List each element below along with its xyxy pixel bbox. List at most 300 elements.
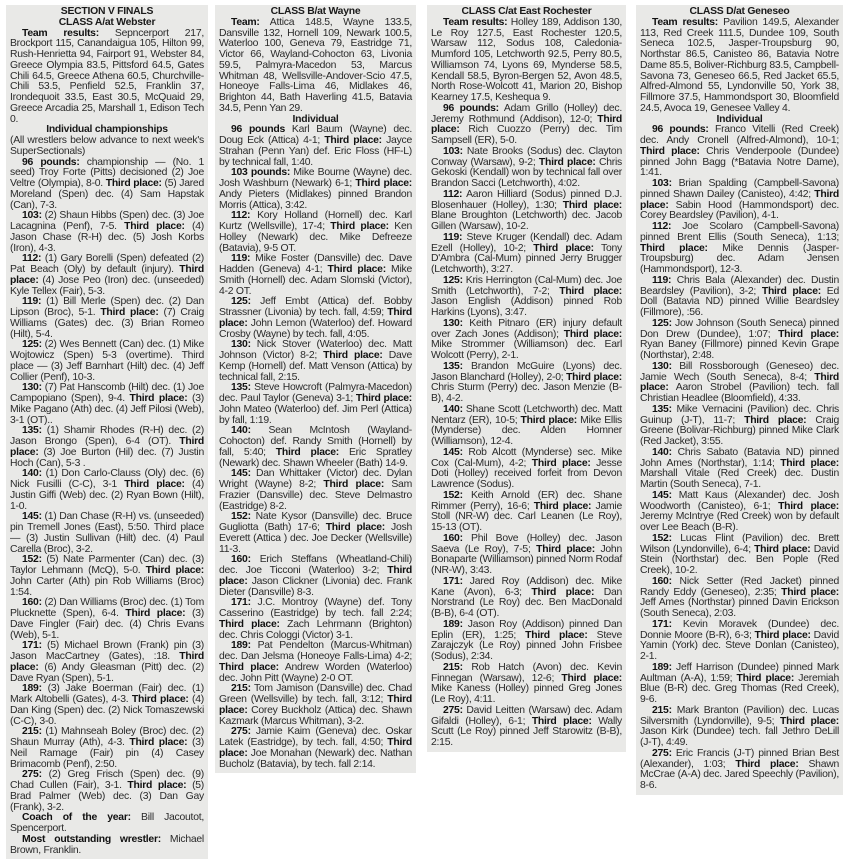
bold-label: Third place: — [525, 629, 588, 641]
result-text: Craig Greene (Bolivar-Richburg) pinned Mike Clark (Red Jacket), 3:55. — [640, 414, 840, 447]
result-text: Jayce Strahan (Penn Yan) def. Eric Floss (HF-L) by technical fall, 1:40. — [219, 135, 413, 168]
result-text: Nate Kysor (Dansville) dec. Bruce Gugliotta (Bath) 17-6; — [219, 511, 412, 533]
result-paragraph — [10, 136, 204, 158]
result-text: Bill Jacoutot, Spencerport. — [10, 812, 204, 834]
result-text: (1) Mahnseah Boley (Broc) dec. (2) Shaun Murray (Ath), 4-3. — [10, 726, 204, 748]
result-paragraph — [10, 835, 204, 857]
bold-label: 125: — [652, 317, 672, 329]
result-text: Ed Doll (Batavia ND) pinned Willie Beardsley (Fillmore), :56. — [640, 285, 840, 318]
result-paragraph — [431, 491, 622, 534]
bold-label: 112: — [652, 221, 672, 232]
result-text: Chris Bala (Alexander) dec. Dustin Beardsley (Pavilion), 3-2; — [640, 274, 839, 297]
bold-label: Third place: — [219, 307, 412, 329]
result-paragraph — [219, 641, 412, 684]
result-text: Sean McIntosh (Wayland-Cohocton) def. Randy Smith (Hornell) by fall, 5:40; — [219, 425, 412, 458]
bold-label: 130: — [22, 382, 42, 394]
results-column-class-d — [636, 5, 843, 795]
result-text: Shawn McCrae (A-A) dec. Jared Speechly (Pavilion), 8-6. — [640, 758, 840, 791]
result-paragraph — [431, 706, 622, 749]
bold-label: Third place: — [275, 446, 340, 458]
bold-label: Third place: — [323, 479, 385, 490]
result-paragraph — [219, 18, 412, 115]
bold-label: Third place: — [531, 715, 592, 727]
result-text: Holley 189, Addison 130, Le Roy 127.5, East Rochester 120.5, Warsaw 112, Sodus 108, Caledonia-Mumford 105, Letchworth 92.5, Perry 80.5, Williamson 74, Lyons 69, Mynderse 58.5, Kendall 58.5, Byron-Bergen 52, Avon 48.5, North Rose-Wolcott 41, Marion 20, Bishop Kearney 17.5, Keshequa 9. — [431, 16, 623, 103]
result-text: Jeff Ames (Northstar) pinned Davin Erickson (South Seneca), 2:03. — [640, 597, 839, 619]
bold-label: Third place: — [520, 414, 577, 426]
result-text: Eric Spratley (Newark) dec. Shawn Wheeler (Bath) 14-9. — [219, 446, 413, 469]
bold-label: 152: — [443, 489, 463, 501]
bold-label: Third place: — [531, 457, 591, 469]
result-text: Dave Kemp (Hornell) def. Matt Venson (Attica) by technical fall, 2:15. — [219, 350, 412, 383]
bold-label: 135: — [231, 382, 251, 394]
bold-label: 96 pounds: — [652, 124, 709, 136]
bold-label: Third place: — [129, 393, 188, 404]
result-paragraph — [640, 276, 839, 319]
result-paragraph — [10, 29, 204, 126]
bold-label: 171: — [22, 640, 42, 652]
result-text: Tony D'Ambra (Cal-Mum) pinned Jerry Brugger (Letchworth), 3:27. — [431, 242, 623, 275]
result-text: Tom Jamison (Dansville) dec. Chad Green (Wellsville) by tech. fall, 3:12; — [219, 683, 412, 705]
bold-label: 160: — [22, 597, 42, 609]
bold-label: 135: — [652, 403, 672, 415]
result-text: Rich Cuozzo (Perry) dec. Tim Sampsell (ER), 5-0. — [431, 124, 622, 146]
bold-label: 275: — [22, 769, 42, 781]
result-paragraph — [640, 405, 839, 448]
bold-label: Third place: — [10, 436, 204, 458]
result-text: Andy Pieters (Midlakes) pinned Brandon Morris (Attica), 3:42. — [219, 188, 412, 211]
bold-label: 119: — [22, 296, 42, 308]
bold-label: Third place: — [736, 672, 795, 684]
result-paragraph — [10, 211, 204, 254]
bold-label: Third place: — [127, 780, 187, 791]
bold-label: 145: — [22, 511, 42, 523]
result-paragraph — [640, 620, 839, 663]
bold-label: Third place: — [10, 264, 204, 286]
bold-label: Third place: — [559, 285, 623, 297]
result-text: Jared Roy (Addison) dec. Mike Kane (Avon), 6-3; — [431, 575, 622, 598]
bold-label: 96 pounds: — [443, 102, 499, 114]
result-text: Chris Gekoski (Kendall) won by technical fall over Brandon Sacci (Letchworth), 4:02. — [431, 156, 622, 189]
bold-label: 119: — [443, 231, 463, 243]
result-paragraph — [219, 125, 412, 168]
result-text: David Yamin (York) dec. Steve Donlan (Canisteo), 2-1. — [640, 629, 839, 662]
result-text: John Bonaparte (Williamson) pinned Norm Rodaf (NR-W), 3:43. — [431, 543, 622, 576]
result-text: Shane Scott (Letchworth) dec. Matt Nentarz (ER), 10-5; — [431, 403, 622, 426]
bold-label: Third place: — [324, 135, 382, 146]
result-paragraph — [219, 512, 412, 555]
result-text: Pat Pendelton (Marcus-Whitman) dec. Dan Jelsma (Honeoye Falls-Lima) 4-2; — [219, 640, 412, 662]
bold-label: 130: — [652, 360, 672, 372]
result-text: Mike Ellis (Mynderse) dec. Alden Homner (Williamson), 12-4. — [431, 414, 623, 447]
bold-label: Team results: — [443, 16, 508, 28]
bold-label: 215: — [22, 726, 42, 738]
result-text: Jason Roy (Addison) pinned Dan Eplin (ER), 1:25; — [431, 618, 622, 641]
result-text: Chris Sturm (Perry) dec. Jason Menzie (B-B), 4-2. — [431, 382, 622, 404]
result-text: Pavilion 149.5, Alexander 113, Red Creek 111.5, Dundee 109, South Seneca 102.5, Jasper-Troupsburg 90, Northstar 86.5, Canisteo 86, Batavia Notre Dame 85.5, Boliver-Richburg 83.5, Campbell-Savona 73, Geneseo 66.5, Red Jacket 65.5, Alfred-Almond 55, Lyndonville 50, York 38, Fillmore 37.5, Hammondsport 30, Bloomfield 24.5, Avoca 19, Genesee Valley 4. — [640, 16, 839, 114]
bold-label: 103: — [22, 210, 42, 222]
bold-label: 112: — [22, 253, 42, 265]
result-paragraph — [219, 254, 412, 297]
result-text: John Lemon (Waterloo) def. Howard Crosby (Wayne) by tech. fall, 4:05. — [219, 317, 412, 340]
result-text: J.C. Montroy (Wayne) def. Tony Casserino (Eastridge) by tech. fall 2:24; — [219, 597, 412, 619]
result-paragraph — [219, 168, 412, 211]
result-paragraph — [640, 448, 839, 491]
result-text: (7) Pat Hanscomb (Hilt) dec. (1) Joe Campopiano (Spen), 9-4. — [10, 382, 204, 404]
bold-label: 171: — [443, 575, 463, 587]
bold-label: Third place: — [533, 242, 594, 254]
result-paragraph — [10, 426, 204, 469]
result-paragraph — [431, 663, 622, 706]
result-paragraph — [10, 684, 204, 727]
bold-label: Third place: — [781, 586, 839, 598]
bold-label: Third place: — [10, 651, 204, 673]
result-paragraph — [10, 512, 204, 555]
result-text: Mike Bourne (Wayne) dec. Josh Washburn (Newark) 6-1; — [219, 167, 412, 189]
bold-label: Third place: — [754, 629, 811, 641]
bold-label: Team results: — [652, 16, 718, 28]
result-text: Sepncerport 217, Brockport 115, Canandaigua 105, Hilton 99, Rush-Henrietta 94, Fairport 91, Webster 84, Greece Olympia 83.5, Pittsford 64.5, Gates Chili 64.5, Greece Athena 60.5, Churchville-Chili 53.5, Penfield 52.5, Franklin 37, Irondequoit 33.5, East 30.5, McQuaid 29, Greece Arcadia 25, Marshall 1, Edison Tech 0. — [10, 27, 205, 125]
result-paragraph — [10, 383, 204, 426]
bold-label: Third place: — [640, 371, 839, 394]
result-text: Jesse Doti (Holley) received forfeit from Devon Lawrence (Sodus). — [431, 457, 623, 490]
result-paragraph — [10, 469, 204, 512]
bold-label: Third place: — [566, 371, 622, 383]
result-text: (5) Nate Parmenter (Can) dec. (3) Taylor Lehmann (McQ), 5-0. — [10, 554, 204, 576]
result-text: Blane Broughton (Letchworth) dec. Jacob Gillen (Warsaw), 10-2. — [431, 210, 622, 232]
bold-label: 145: — [231, 468, 251, 480]
result-paragraph — [431, 620, 622, 663]
result-text: Zach Lehrmann (Brighton) dec. Chris Cologgi (Victor) 3-1. — [219, 618, 412, 641]
result-paragraph — [640, 18, 839, 115]
result-text: Sabin Hood (Hammondsport) dec. Corey Beardsley (Pavilion), 4-1. — [640, 199, 839, 222]
result-paragraph — [219, 727, 412, 770]
bold-label: Coach of the year: — [22, 812, 131, 824]
bold-label: Third place: — [640, 188, 839, 211]
result-text: John Mateo (Waterloo) def. Jim Perl (Attica) by fall, 1:19. — [219, 403, 412, 426]
result-text: Mike Foster (Dansville) dec. Dave Hadden (Geneva) 4-1; — [219, 253, 412, 275]
result-text: Josh Everett (Attica ) dec. Joe Decker (Wellsville) 11-3. — [219, 522, 412, 555]
result-paragraph — [10, 254, 204, 297]
result-paragraph — [10, 297, 204, 340]
result-paragraph — [10, 727, 204, 770]
results-column-class-a — [6, 5, 208, 859]
result-text: (5) Brad Palmer (Web) dec. (3) Dan Gay (Frank), 3-2. — [10, 780, 205, 813]
bold-label: Third place: — [533, 500, 592, 512]
result-text: Marshall Vitale (Red Creek) dec. Dustin Martin (South Seneca), 7-1. — [640, 468, 839, 490]
result-paragraph — [10, 158, 204, 212]
result-text: championship — (No. 1 seed) Troy Forte (Pitts) decisioned (2) Joe Veltre (Olympia), 8-0. — [10, 156, 204, 189]
bold-label: Third place: — [778, 328, 840, 340]
bold-label: Third place: — [780, 457, 840, 469]
result-text: David Stein (Northstar) dec. Ben Pople (Red Creek), 10-2. — [640, 543, 840, 576]
bold-label: 160: — [652, 575, 672, 587]
bold-label: Third place: — [100, 307, 159, 318]
bold-label: 275: — [443, 704, 463, 716]
result-text: Nick Setter (Red Jacket) pinned Randy Eddy (Geneseo), 2:35; — [640, 575, 839, 598]
result-text: Aaron Strobel (Pavilion) tech. fall Christian Headlee (Bloomfield), 4:33. — [640, 382, 839, 404]
result-text: Andrew Worden (Waterloo) dec. John Pitt (Wayne) 2-0 OT. — [219, 661, 413, 684]
bold-label: Third place: — [563, 328, 623, 340]
result-text: Steve Zarajczyk (Le Roy) pinned John Frisbee (Sodus), 2:34. — [431, 629, 623, 662]
result-paragraph — [640, 706, 839, 749]
result-paragraph — [640, 125, 839, 179]
result-text: Joe Monahan (Newark) dec. Nathan Bucholz (Batavia), by tech. fall 2:14. — [219, 747, 412, 770]
result-text: (3) Jake Boerman (Fair) dec. (1) Mark Altobelli (Gates), 4-3. — [10, 683, 204, 705]
result-text: Phil Bove (Holley) dec. Jason Saeva (Le Roy), 7-5; — [431, 532, 622, 555]
bold-label: 125: — [231, 296, 251, 308]
result-text: Nick Stover (Waterloo) dec. Matt Johnson (Victor) 8-2; — [219, 339, 412, 361]
result-paragraph — [640, 663, 839, 706]
result-paragraph — [640, 222, 839, 276]
section-heading: CLASS D/at Geneseo — [689, 6, 790, 17]
result-text: (6) Andy Gleasman (Pitt) dec. (2) Dave Ryan (Spen), 5-1. — [10, 661, 204, 684]
result-text: Kris Herrington (Cal-Mum) dec. Joe Smith (Letchworth), 7-2; — [431, 274, 622, 297]
result-text: Mark Branton (Pavilion) dec. Lucas Silversmith (Lyndonville), 9-5; — [640, 704, 839, 727]
result-paragraph — [10, 340, 204, 383]
bold-label: Third place: — [744, 414, 807, 426]
result-text: (4) Justin Giffi (Web) dec. (2) Ryan Bown (Hilt), 1-0. — [10, 479, 204, 512]
bold-label: 215: — [443, 661, 463, 673]
result-text: Mike Smith (Hornell) dec. Adam Slomski (Victor), 4-2 OT. — [219, 264, 412, 297]
result-text: Lucas Flint (Pavilion) dec. Brett Wilson (Lyndonville), 6-4; — [640, 532, 839, 555]
bold-label: Third place: — [325, 522, 385, 533]
bold-label: 96 pounds: — [22, 156, 80, 168]
bold-label: Third place: — [219, 565, 412, 587]
bold-label: 152: — [231, 511, 251, 523]
bold-label: Third place: — [219, 661, 279, 673]
result-text: (7) Craig Williams (Gates) dec. (3) Brian Romeo (Hilt), 5-4. — [10, 307, 204, 340]
result-text: Jason Kirk (Dundee) tech. fall Jethro DeLill (J-T), 4:49. — [640, 726, 839, 748]
bold-label: 140: — [231, 425, 251, 437]
bold-label: Third place: — [323, 350, 383, 361]
bold-label: Third place: — [531, 586, 595, 598]
bold-label: 103: — [652, 178, 672, 189]
result-text: Keith Pitnaro (ER) injury default over Zach Jones (Addison); — [431, 317, 622, 340]
result-text: (3) Joe Burton (Hil) dec. (7) Justin Hoch (Can), 5-3 . — [10, 446, 204, 469]
section-heading: CLASS A/at Webster — [58, 16, 156, 28]
result-text: Nate Brooks (Sodus) dec. Clayton Conway (Warsaw), 9-2; — [431, 145, 622, 168]
bold-label: 215: — [652, 704, 672, 716]
result-text: Mike Dennis (Jasper-Troupsburg) dec. Adam Jensen (Hammondsport), 12-3. — [640, 242, 839, 275]
result-paragraph — [640, 534, 839, 577]
bold-label: Third place: — [129, 737, 188, 748]
result-text: Keith Arnold (ER) dec. Shane Rimmer (Perry), 16-6; — [431, 489, 622, 512]
section-heading: Individual — [292, 113, 339, 125]
result-text: Jeff Harrison (Dundee) pinned Mark Aultman (A-A), 1:59; — [640, 661, 839, 684]
result-text: Mike Vernacini (Pavilion) dec. Chris Guinup (J-T), 11-7; — [640, 403, 839, 426]
result-paragraph — [431, 147, 622, 190]
result-text: John Carter (Ath) pin Rob Williams (Broc) 1:54. — [10, 575, 204, 598]
result-text: Ryan Baney (Fillmore) pinned Kevin Grape (Northstar), 2:48. — [640, 339, 839, 361]
result-text: Attica 148.5, Wayne 133.5, Dansville 132, Hornell 109, Newark 100.5, Waterloo 100, Geneva 79, Eastridge 71, Victor 66, Wayland-Cohocton 63, Livonia 59.5, Palmyra-Macedon 53, Marcus Whitman 48, Wellsville-Andover-Scio 47.5, Honeoye Falls-Lima 46, Midlakes 46, Brighton 44, Bath Haverling 41.5, Batavia 34.5, Penn Yan 29. — [219, 16, 412, 114]
result-text: (All wrestlers below advance to next week's SuperSectionals) — [10, 135, 204, 157]
result-text: David Leitten (Warsaw) dec. Adam Gifaldi (Holley), 6-1; — [431, 704, 622, 727]
result-paragraph — [219, 211, 412, 254]
bold-label: Third place: — [124, 221, 185, 232]
bold-label: 171: — [231, 597, 251, 609]
result-text: Brandon McGuire (Lyons) dec. Jason Blanchard (Holley), 2-0; — [431, 360, 622, 383]
result-paragraph — [640, 319, 839, 362]
result-paragraph — [219, 340, 412, 383]
bold-label: 112: — [231, 210, 251, 222]
result-text: Dan Norstrand (Le Roy) dec. Ben MacDonald (B-B), 6-4 (OT). — [431, 586, 623, 619]
section-heading: Individual — [716, 113, 763, 125]
result-text: Jason Clickner (Livonia) dec. Frank Dieter (Dansville) 8-3. — [219, 575, 412, 598]
bold-label: Third place: — [355, 178, 412, 189]
bold-label: 189: — [231, 640, 251, 652]
bold-label: Third place: — [561, 672, 622, 684]
result-paragraph — [10, 641, 204, 684]
bold-label: 160: — [231, 554, 251, 566]
result-text: (2) Wes Bennett (Can) dec. (1) Mike Wojtowicz (Spen) 5-3 (overtime). Third place — (3) Jeff Barnhart (Hilt) dec. (4) Jeff Collier (Penf), 10-3. — [10, 339, 204, 383]
bold-label: Third place: — [355, 393, 413, 404]
result-text: Mike Strommer (Williamson) dec. Earl Wolcott (Perry), 2-1. — [431, 339, 622, 361]
result-paragraph — [640, 362, 839, 405]
bold-label: Third place: — [778, 500, 839, 512]
result-text: Joe Scolaro (Campbell-Savona) pinned Brent Ellis (South Seneca), 1:13; — [640, 221, 839, 243]
result-text: Jamie Kaim (Geneva) dec. Oskar Latek (Eastridge), by tech. fall, 4:50; — [219, 726, 412, 748]
result-paragraph — [10, 770, 204, 813]
result-text: (3) Dave Fingler (Fair) dec. (4) Chris Evans (Web), 5-1. — [10, 608, 204, 641]
bold-label: Third place: — [219, 737, 412, 759]
bold-label: Third place: — [145, 565, 204, 576]
bold-label: 135: — [22, 425, 42, 437]
result-text: Kory Holland (Hornell) dec. Karl Kurtz (Wellsville), 17-4; — [219, 210, 412, 232]
result-text: (3) Mike Pagano (Ath) dec. (4) Jeff Pilosi (Web), 3-1 (OT).. — [10, 393, 204, 426]
result-text: Brian Spalding (Campbell-Savona) pinned Shawn Dailey (Canisteo), 4:42; — [640, 178, 839, 200]
bold-label: 145: — [443, 446, 463, 458]
bold-label: Third place: — [761, 285, 821, 297]
result-text: (1) Bill Merle (Spen) dec. (2) Dan Lipson (Broc), 5-1. — [10, 296, 204, 318]
section-heading: SECTION V FINALS — [60, 6, 154, 17]
bold-label: Third place: — [125, 608, 186, 619]
result-text: (1) Gary Borelli (Spen) defeated (2) Pat Beach (Oly) by default (injury). — [10, 253, 204, 275]
bold-label: 275: — [652, 747, 672, 759]
bold-label: 130: — [231, 339, 251, 351]
result-paragraph — [219, 383, 412, 426]
bold-label: Third place: — [327, 264, 386, 275]
bold-label: 189: — [652, 661, 672, 673]
bold-label: 119: — [652, 274, 672, 286]
result-paragraph — [219, 555, 412, 598]
bold-label: 140: — [652, 446, 672, 458]
result-text: Aaron Hilliard (Sodus) pinned D.J. Blosenhauer (Holley), 1:30; — [431, 188, 622, 211]
bold-label: 125: — [22, 339, 42, 351]
result-text: Jow Johnson (South Seneca) pinned Don Drew (Dundee), 1:07; — [640, 317, 839, 340]
bold-label: Most outstanding wrestler: — [22, 833, 161, 845]
results-column-class-c — [427, 5, 626, 752]
bold-label: 140: — [22, 468, 42, 480]
section-heading: CLASS B/at Wayne — [270, 6, 361, 17]
result-text: Franco Vitelli (Red Creek) dec. Andy Cronell (Alfred-Almond), 10-1; — [640, 124, 839, 146]
result-paragraph — [219, 426, 412, 469]
result-text: Jeremiah Blue (B-R) dec. Greg Thomas (Red Creek), 9-6. — [640, 672, 839, 705]
result-paragraph — [219, 598, 412, 641]
result-paragraph — [431, 577, 622, 620]
result-paragraph — [431, 190, 622, 233]
result-text: Jeremy McIntrye (Red Creek) won by default over Lee Beach (B-R). — [640, 511, 839, 533]
result-paragraph — [10, 555, 204, 598]
result-paragraph — [431, 448, 622, 491]
result-text: Kevin Moravek (Dundee) dec. Donnie Moore (B-R), 6-3; — [640, 618, 839, 641]
result-paragraph — [219, 684, 412, 727]
bold-label: 171: — [652, 618, 672, 630]
result-paragraph — [431, 233, 622, 276]
results-column-class-b — [215, 5, 416, 773]
section-heading: Individual championships — [46, 124, 168, 136]
section-heading: CLASS C/at East Rochester — [461, 6, 592, 17]
result-text: (2) Greg Frisch (Spen) dec. (9) Chad Cullen (Fair), 3-1. — [10, 769, 204, 791]
bold-label: 160: — [443, 532, 463, 544]
bold-label: Third place: — [124, 479, 185, 490]
bold-label: Third place: — [640, 145, 700, 157]
result-paragraph — [431, 319, 622, 362]
result-paragraph — [640, 179, 839, 222]
result-text: Bill Rossborough (Geneseo) dec. Jamie Wech (South Seneca), 8-4; — [640, 360, 839, 383]
result-text: Dan Whittaker (Victor) dec. Dylan Wright (Wayne) 8-2; — [219, 468, 412, 490]
result-text: Michael Brown, Franklin. — [10, 833, 204, 856]
bold-label: 215: — [231, 683, 251, 695]
result-paragraph — [10, 813, 204, 835]
bold-label: 189: — [443, 618, 463, 630]
bold-label: Third place: — [105, 178, 162, 189]
bold-label: Third place: — [735, 758, 799, 770]
bold-label: 275: — [231, 726, 251, 738]
result-paragraph — [10, 598, 204, 641]
result-paragraph — [431, 534, 622, 577]
bold-label: 96 pounds — [231, 124, 285, 136]
result-paragraph — [431, 276, 622, 319]
result-text: (4) Jason Chase (R-H) dec. (5) Josh Korbs (Iron), 4-3. — [10, 221, 205, 254]
bold-label: Third place: — [131, 694, 189, 705]
result-paragraph — [431, 104, 622, 147]
bold-label: Third place: — [219, 694, 412, 716]
result-paragraph — [640, 577, 839, 620]
bold-label: 130: — [443, 317, 463, 329]
result-text: Jason English (Addison) pinned Rob Harkins (Lyons), 3:47. — [431, 296, 622, 318]
result-text: (4) Jose Peo (Iron) dec. (unseeded) Kyle Tellex (Fair), 5-3. — [10, 274, 204, 297]
result-text: Karl Baum (Wayne) dec. Doug Eck (Attica) 4-1; — [219, 124, 412, 146]
result-text: Jamie Stoll (NR-W) dec. Carl Leanen (Le Roy), 15-13 (OT). — [431, 500, 623, 533]
bold-label: 103 pounds: — [231, 167, 291, 179]
result-text: Adam Grillo (Holley) dec. Jeremy Rothmund (Addison), 12-0; — [431, 102, 622, 125]
result-text: Steve Kruger (Kendall) dec. Adam Ezell (Holley), 10-2; — [431, 231, 622, 254]
result-text: Eric Francis (J-T) pinned Brian Best (Alexander), 1:03; — [640, 747, 839, 770]
bold-label: 145: — [652, 489, 672, 501]
result-text: (5) Jared Moreland (Spen) dec. (4) Sam Hapstak (Can), 7-3. — [10, 178, 204, 211]
result-paragraph — [219, 297, 412, 340]
result-text: (1) Dan Chase (R-H) vs. (unseeded) pin Tremell Jones (East), 5:50. Third place — (3) Justin Sullivan (Hilt) dec. (4) Paul Carella (Broc), 3-2. — [10, 511, 204, 555]
bold-label: 119: — [231, 253, 251, 265]
bold-label: Third place: — [754, 543, 811, 555]
result-text: (2) Shaun Hibbs (Spen) dec. (3) Joe Lacagnina (Penf), 7-5. — [10, 210, 204, 232]
result-text: Chris Venderpoole (Dundee) pinned John Bagg (*Batavia Notre Dame), 1:41. — [640, 145, 839, 179]
bold-label: Third place: — [330, 221, 389, 232]
bold-label: 152: — [652, 532, 672, 544]
result-text: (5) Michael Brown (Frank) pin (3) Jason MacCartney (Gates), :18. — [10, 640, 204, 662]
result-text: Ken Holley (Newark) dec. Mike Defreeze (Batavia), 9-5 OT. — [219, 221, 413, 254]
result-paragraph — [431, 405, 622, 448]
bold-label: Team: — [231, 16, 260, 28]
result-text: Mike Kaness (Holley) pinned Greg Jones (Le Roy), 4:11. — [431, 683, 622, 705]
bold-label: Third place: — [640, 242, 708, 254]
result-text: (2) Dan Williams (Broc) dec. (1) Tom Plucknette (Spen), 6-4. — [10, 597, 204, 619]
bold-label: 112: — [443, 188, 463, 200]
result-text: Rob Hatch (Avon) dec. Kevin Finnegan (Warsaw), 12-6; — [431, 661, 622, 684]
bold-label: 152: — [22, 554, 42, 566]
result-text: (1) Shamir Rhodes (R-H) dec. (2) Jason Brongo (Spen), 6-4 (OT). — [10, 425, 204, 447]
bold-label: Third place: — [780, 715, 839, 727]
